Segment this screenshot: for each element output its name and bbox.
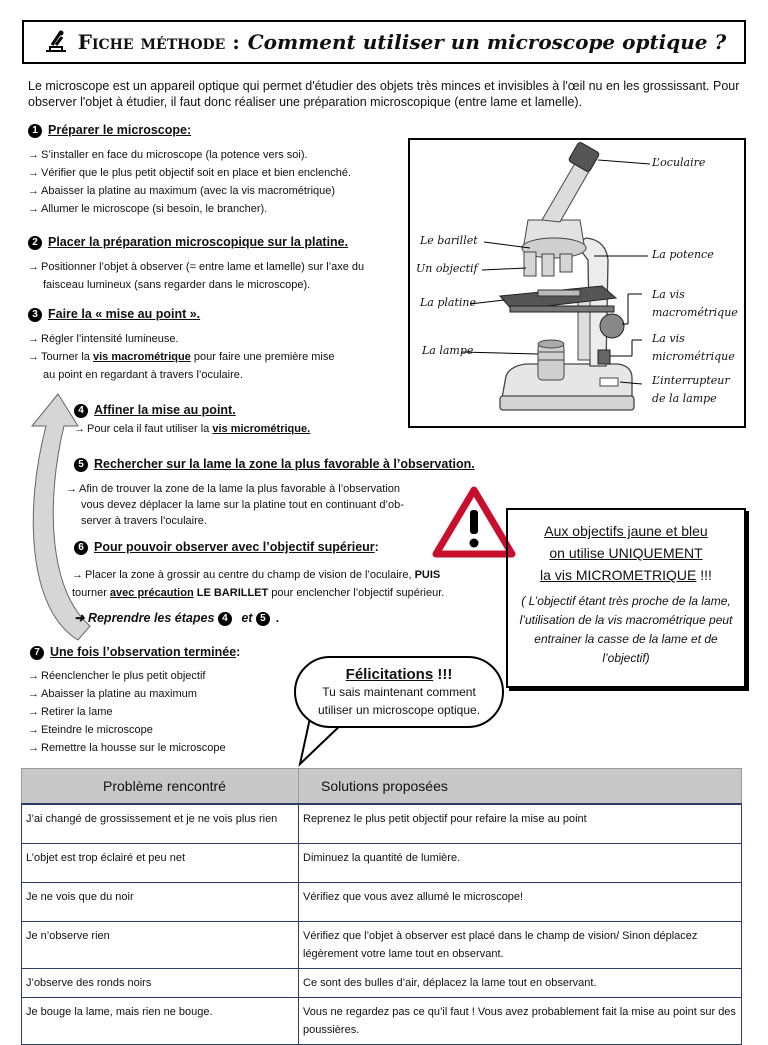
- label-objectif: Un objectif: [416, 262, 478, 275]
- step-1-list: [28, 146, 351, 218]
- step-6-heading: 6 Pour pouvoir observer avec l’objectif supérieur:: [74, 538, 379, 556]
- step-7-heading: 7 Une fois l’observation terminée:: [30, 643, 240, 661]
- congrats-line-1: Tu sais maintenant comment: [322, 685, 476, 699]
- warning-line-2: on utilise UNIQUEMENT: [549, 545, 703, 561]
- step-4-heading: [74, 401, 236, 419]
- label-vis-micro-1: La vis: [652, 332, 685, 345]
- list-item: → Abaisser la platine au maximum (avec la vis macrométrique): [28, 185, 336, 197]
- step-5-heading: [74, 455, 475, 473]
- list-item: → Vérifier que le plus petit objectif soit en place et bien enclenché.: [28, 167, 352, 179]
- list-item: → S’installer en face du microscope (la potence vers soi).: [28, 149, 308, 161]
- step-number: 2: [28, 236, 42, 250]
- step-3-heading: [28, 305, 200, 323]
- solution-cell: Vous ne regardez pas ce qu’il faut ! Vous avez probablement fait la mise au point sur des poussières.: [299, 998, 742, 1045]
- list-item: → Placer la zone à grossir au centre du champ de vision de l’oculaire, PUIS: [72, 569, 441, 581]
- step-number: 1: [28, 124, 42, 138]
- label-vis-micro-2: micrométrique: [652, 350, 735, 363]
- troubleshooting-table: [21, 768, 742, 1045]
- table-row: [22, 998, 742, 1045]
- list-item: → Eteindre le microscope: [28, 724, 153, 736]
- list-item: server à travers l’oculaire.: [81, 515, 207, 527]
- column-header-problem: Problème rencontré: [22, 769, 299, 805]
- step-6-list: [72, 566, 482, 602]
- label-interrupteur-2: de la lampe: [652, 392, 717, 405]
- step-title: Placer la préparation microscopique sur la platine.: [48, 235, 349, 249]
- step-2-heading: [28, 233, 348, 251]
- step-title: Pour pouvoir observer avec l’objectif supérieur: [94, 540, 375, 554]
- repeat-steps-note: ➜ Reprendre les étapes 4 et 5 .: [74, 611, 280, 625]
- label-platine: La platine: [420, 296, 477, 309]
- table-row: [22, 883, 742, 922]
- step-number: 7: [30, 646, 44, 660]
- list-item: → Abaisser la platine au maximum: [28, 688, 197, 700]
- microscope-figure: [408, 138, 746, 428]
- step-title: Affiner la mise au point.: [94, 403, 236, 417]
- list-item: → Positionner l’objet à observer (= entre lame et lamelle) sur l’axe du: [28, 261, 365, 273]
- solution-cell: Vérifiez que vous avez allumé le microscope!: [299, 883, 742, 922]
- list-item: faisceau lumineux (sans regarder dans le microscope).: [43, 279, 311, 291]
- label-barillet: Le barillet: [420, 234, 478, 247]
- congrats-line-2: utiliser un microscope optique.: [317, 703, 481, 717]
- label-oculaire: L’oculaire: [652, 156, 706, 169]
- problem-cell: J’ai changé de grossissement et je ne vois plus rien: [22, 804, 299, 844]
- table-row: [22, 804, 742, 844]
- table-row: [22, 922, 742, 969]
- label-potence: La potence: [652, 248, 714, 261]
- table-row: [22, 969, 742, 998]
- step-3-list: [28, 330, 335, 384]
- warning-line-1: Aux objectifs jaune et bleu: [544, 523, 708, 539]
- warning-line-3: la vis MICROMETRIQUE !!!: [540, 567, 712, 583]
- list-item: au point en regardant à travers l’oculaire.: [43, 369, 243, 381]
- list-item: → Réenclencher le plus petit objectif: [28, 670, 206, 682]
- label-lampe: La lampe: [422, 344, 474, 357]
- list-item: → Régler l’intensité lumineuse.: [28, 333, 179, 345]
- congrats-title: Félicitations !!!: [345, 666, 453, 683]
- solution-cell: Reprenez le plus petit objectif pour refaire la mise au point: [299, 804, 742, 844]
- problem-cell: Je n’observe rien: [22, 922, 299, 969]
- step-title: Faire la « mise au point ».: [48, 307, 201, 321]
- warning-note: ( L’objectif étant très proche de la lame, l’utilisation de la vis macrométrique peut entrainer la casse de la lame et de l’objectif): [519, 594, 733, 665]
- label-vis-macro-1: La vis: [652, 288, 685, 301]
- congrats-bubble: [294, 656, 504, 728]
- list-item: → Tourner la vis macrométrique pour faire une première mise: [28, 351, 335, 363]
- step-number: 5: [74, 458, 88, 472]
- step-4-list: [74, 420, 310, 438]
- label-vis-macro-2: macrométrique: [652, 306, 738, 319]
- column-header-solutions: Solutions proposées: [299, 769, 742, 805]
- problem-cell: L’objet est trop éclairé et peu net: [22, 844, 299, 883]
- step-number: 3: [28, 308, 42, 322]
- warning-icon: [432, 486, 516, 558]
- page-title: Comment utiliser un microscope optique ?: [247, 30, 727, 54]
- table-header-row: [22, 769, 742, 805]
- label-interrupteur-1: L’interrupteur: [652, 374, 730, 387]
- list-item: vous devez déplacer la lame sur la platine tout en continuant d’ob-: [81, 499, 404, 511]
- table-row: [22, 844, 742, 883]
- title-box: [22, 20, 746, 64]
- list-item: → Retirer la lame: [28, 706, 113, 718]
- list-item: tourner avec précaution LE BARILLET pour enclencher l’objectif supérieur.: [72, 587, 445, 599]
- list-item: → Afin de trouver la zone de la lame la plus favorable à l’observation: [66, 483, 401, 495]
- problem-cell: Je bouge la lame, mais rien ne bouge.: [22, 998, 299, 1045]
- step-title: Une fois l’observation terminée: [50, 645, 237, 659]
- step-7-list: [28, 667, 226, 757]
- step-number: 6: [74, 541, 88, 555]
- list-item: → Remettre la housse sur le microscope: [28, 742, 226, 754]
- step-2-list: [28, 258, 364, 294]
- solution-cell: Vérifiez que l’objet à observer est placé dans le champ de vision/ Sinon déplacez légèrement votre lame tout en observant.: [299, 922, 742, 969]
- solution-cell: Diminuez la quantité de lumière.: [299, 844, 742, 883]
- warning-box: [506, 508, 746, 688]
- step-title: Préparer le microscope:: [48, 123, 192, 137]
- step-1-heading: [28, 121, 191, 139]
- title-prefix: Fiche méthode :: [77, 30, 240, 54]
- solution-cell: Ce sont des bulles d’air, déplacez la lame tout en observant.: [299, 969, 742, 998]
- list-item: → Pour cela il faut utiliser la vis micrométrique.: [74, 423, 311, 435]
- step-title: Rechercher sur la lame la zone la plus favorable à l’observation.: [94, 457, 475, 471]
- step-number: 4: [74, 404, 88, 418]
- problem-cell: J’observe des ronds noirs: [22, 969, 299, 998]
- list-item: → Allumer le microscope (si besoin, le brancher).: [28, 203, 268, 215]
- intro-text: Le microscope est un appareil optique qui permet d'étudier des objets très minces et invisibles à l'œil nu en les grossissant. Pour observer l'objet à étudier, il faut donc réaliser une préparation microscopique (entre lame et lamelle).: [28, 79, 740, 109]
- step-5-list: [66, 481, 404, 529]
- problem-cell: Je ne vois que du noir: [22, 883, 299, 922]
- microscope-icon: [42, 29, 70, 55]
